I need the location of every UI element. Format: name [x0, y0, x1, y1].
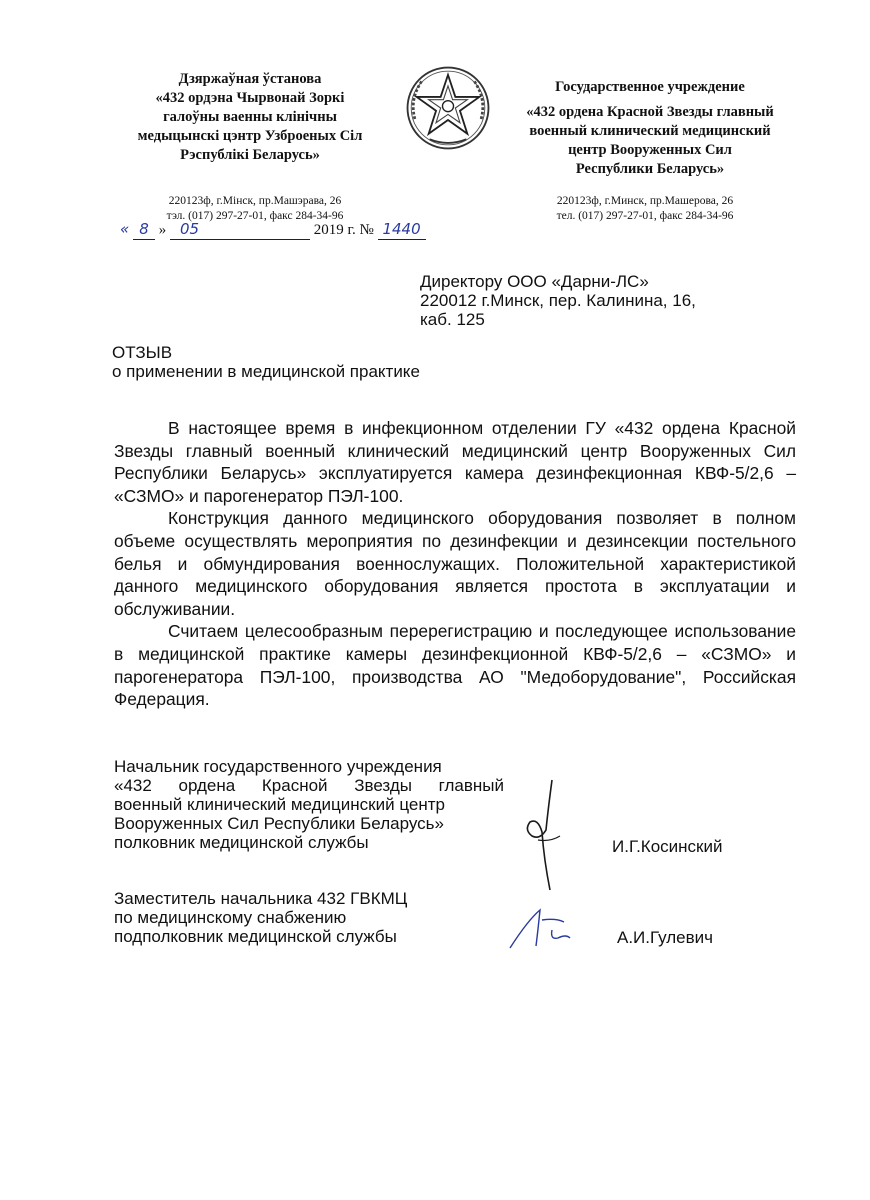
signatory-line: «432 ордена Красной Звезды главный [114, 776, 504, 795]
body-paragraph: Считаем целесообразным перерегистрацию и последующее использование в медицинской практике камеры дезинфекционной КВФ-5/2,6 – «СЗМО» и парогенератора ПЭЛ-100, производства АО "Медоборудование", Российская Федерация. [114, 621, 796, 710]
title-line: о применении в медицинской практике [112, 362, 420, 381]
document-body [114, 417, 796, 711]
signatory-2-block [114, 889, 514, 946]
header-line: Государственное учреждение [555, 79, 745, 95]
signatory-line: подполковник медицинской службы [114, 927, 397, 946]
signatory-line: военный клинический медицинский центр [114, 795, 445, 814]
close-quote: » [158, 222, 167, 238]
header-line: военный клинический медицинский [529, 123, 771, 139]
signatory-line: по медицинскому снабжению [114, 908, 347, 927]
header-russian [500, 78, 800, 179]
recipient-line: Директору ООО «Дарни-ЛС» [420, 272, 649, 291]
header-line: Республики Беларусь» [575, 161, 725, 177]
header-line: Рэспублікі Беларусь» [180, 147, 320, 163]
document-number: 1440 [382, 220, 421, 238]
document-title [112, 343, 420, 381]
date-month-field [170, 220, 310, 240]
header-line: «432 ордена Красной Звезды главный [526, 104, 774, 120]
signatory-line: Вооруженных Сил Республики Беларусь» [114, 814, 444, 833]
address-russian [525, 194, 765, 224]
address-line: 220123ф, г.Мінск, пр.Машэрава, 26 [168, 195, 342, 207]
title-line: ОТЗЫВ [112, 343, 173, 362]
header-line: «432 ордэна Чырвонай Зоркі [155, 90, 345, 106]
address-line: 220123ф, г.Минск, пр.Машерова, 26 [556, 195, 734, 207]
recipient-line: 220012 г.Минск, пер. Калинина, 16, [420, 291, 696, 310]
date-day-field [133, 220, 155, 240]
body-paragraph: Конструкция данного медицинского оборудования позволяет в полном объеме осуществлять мероприятия по дезинфекции и дезинсекции постельного белья и обмундирования военнослужащих. Положительной характеристикой данного медицинского оборудования является простота в эксплуатации и обслуживании. [114, 508, 796, 619]
recipient-line: каб. 125 [420, 310, 485, 329]
recipient-block [420, 272, 696, 329]
signatory-1-block [114, 757, 534, 852]
header-line: Дзяржаўная ўстанова [178, 71, 322, 87]
body-paragraph: В настоящее время в инфекционном отделении ГУ «432 ордена Красной Звезды главный военный клинический медицинский центр Вооруженных Сил Республики Беларусь» эксплуатируется камера дезинфекционная КВФ-5/2,6 – «СЗМО» и парогенератор ПЭЛ-100. [114, 418, 796, 506]
address-line: тел. (017) 297-27-01, факс 284-34-96 [556, 210, 734, 222]
address-line: тэл. (017) 297-27-01, факс 284-34-96 [166, 210, 344, 222]
state-emblem-icon [402, 62, 494, 154]
signatory-line: полковник медицинской службы [114, 833, 369, 852]
signatory-line: Начальник государственного учреждения [114, 757, 442, 776]
header-line: медыцынскі цэнтр Узброеных Сіл [137, 128, 363, 144]
header-line: галоўны ваенны клінічны [163, 109, 337, 125]
date-number-line [120, 220, 440, 244]
signatory-1-name: И.Г.Косинский [612, 837, 723, 856]
signatory-line: Заместитель начальника 432 ГВКМЦ [114, 889, 408, 908]
date-year-label: 2019 г. № [313, 222, 374, 238]
date-day: 8 [139, 220, 149, 238]
document-number-field [378, 220, 426, 240]
header-belarusian [105, 70, 395, 165]
header-line: центр Вооруженных Сил [568, 142, 732, 158]
date-month: 05 [180, 220, 200, 238]
signatory-2-name: А.И.Гулевич [617, 928, 713, 947]
open-quote: « [120, 220, 130, 238]
